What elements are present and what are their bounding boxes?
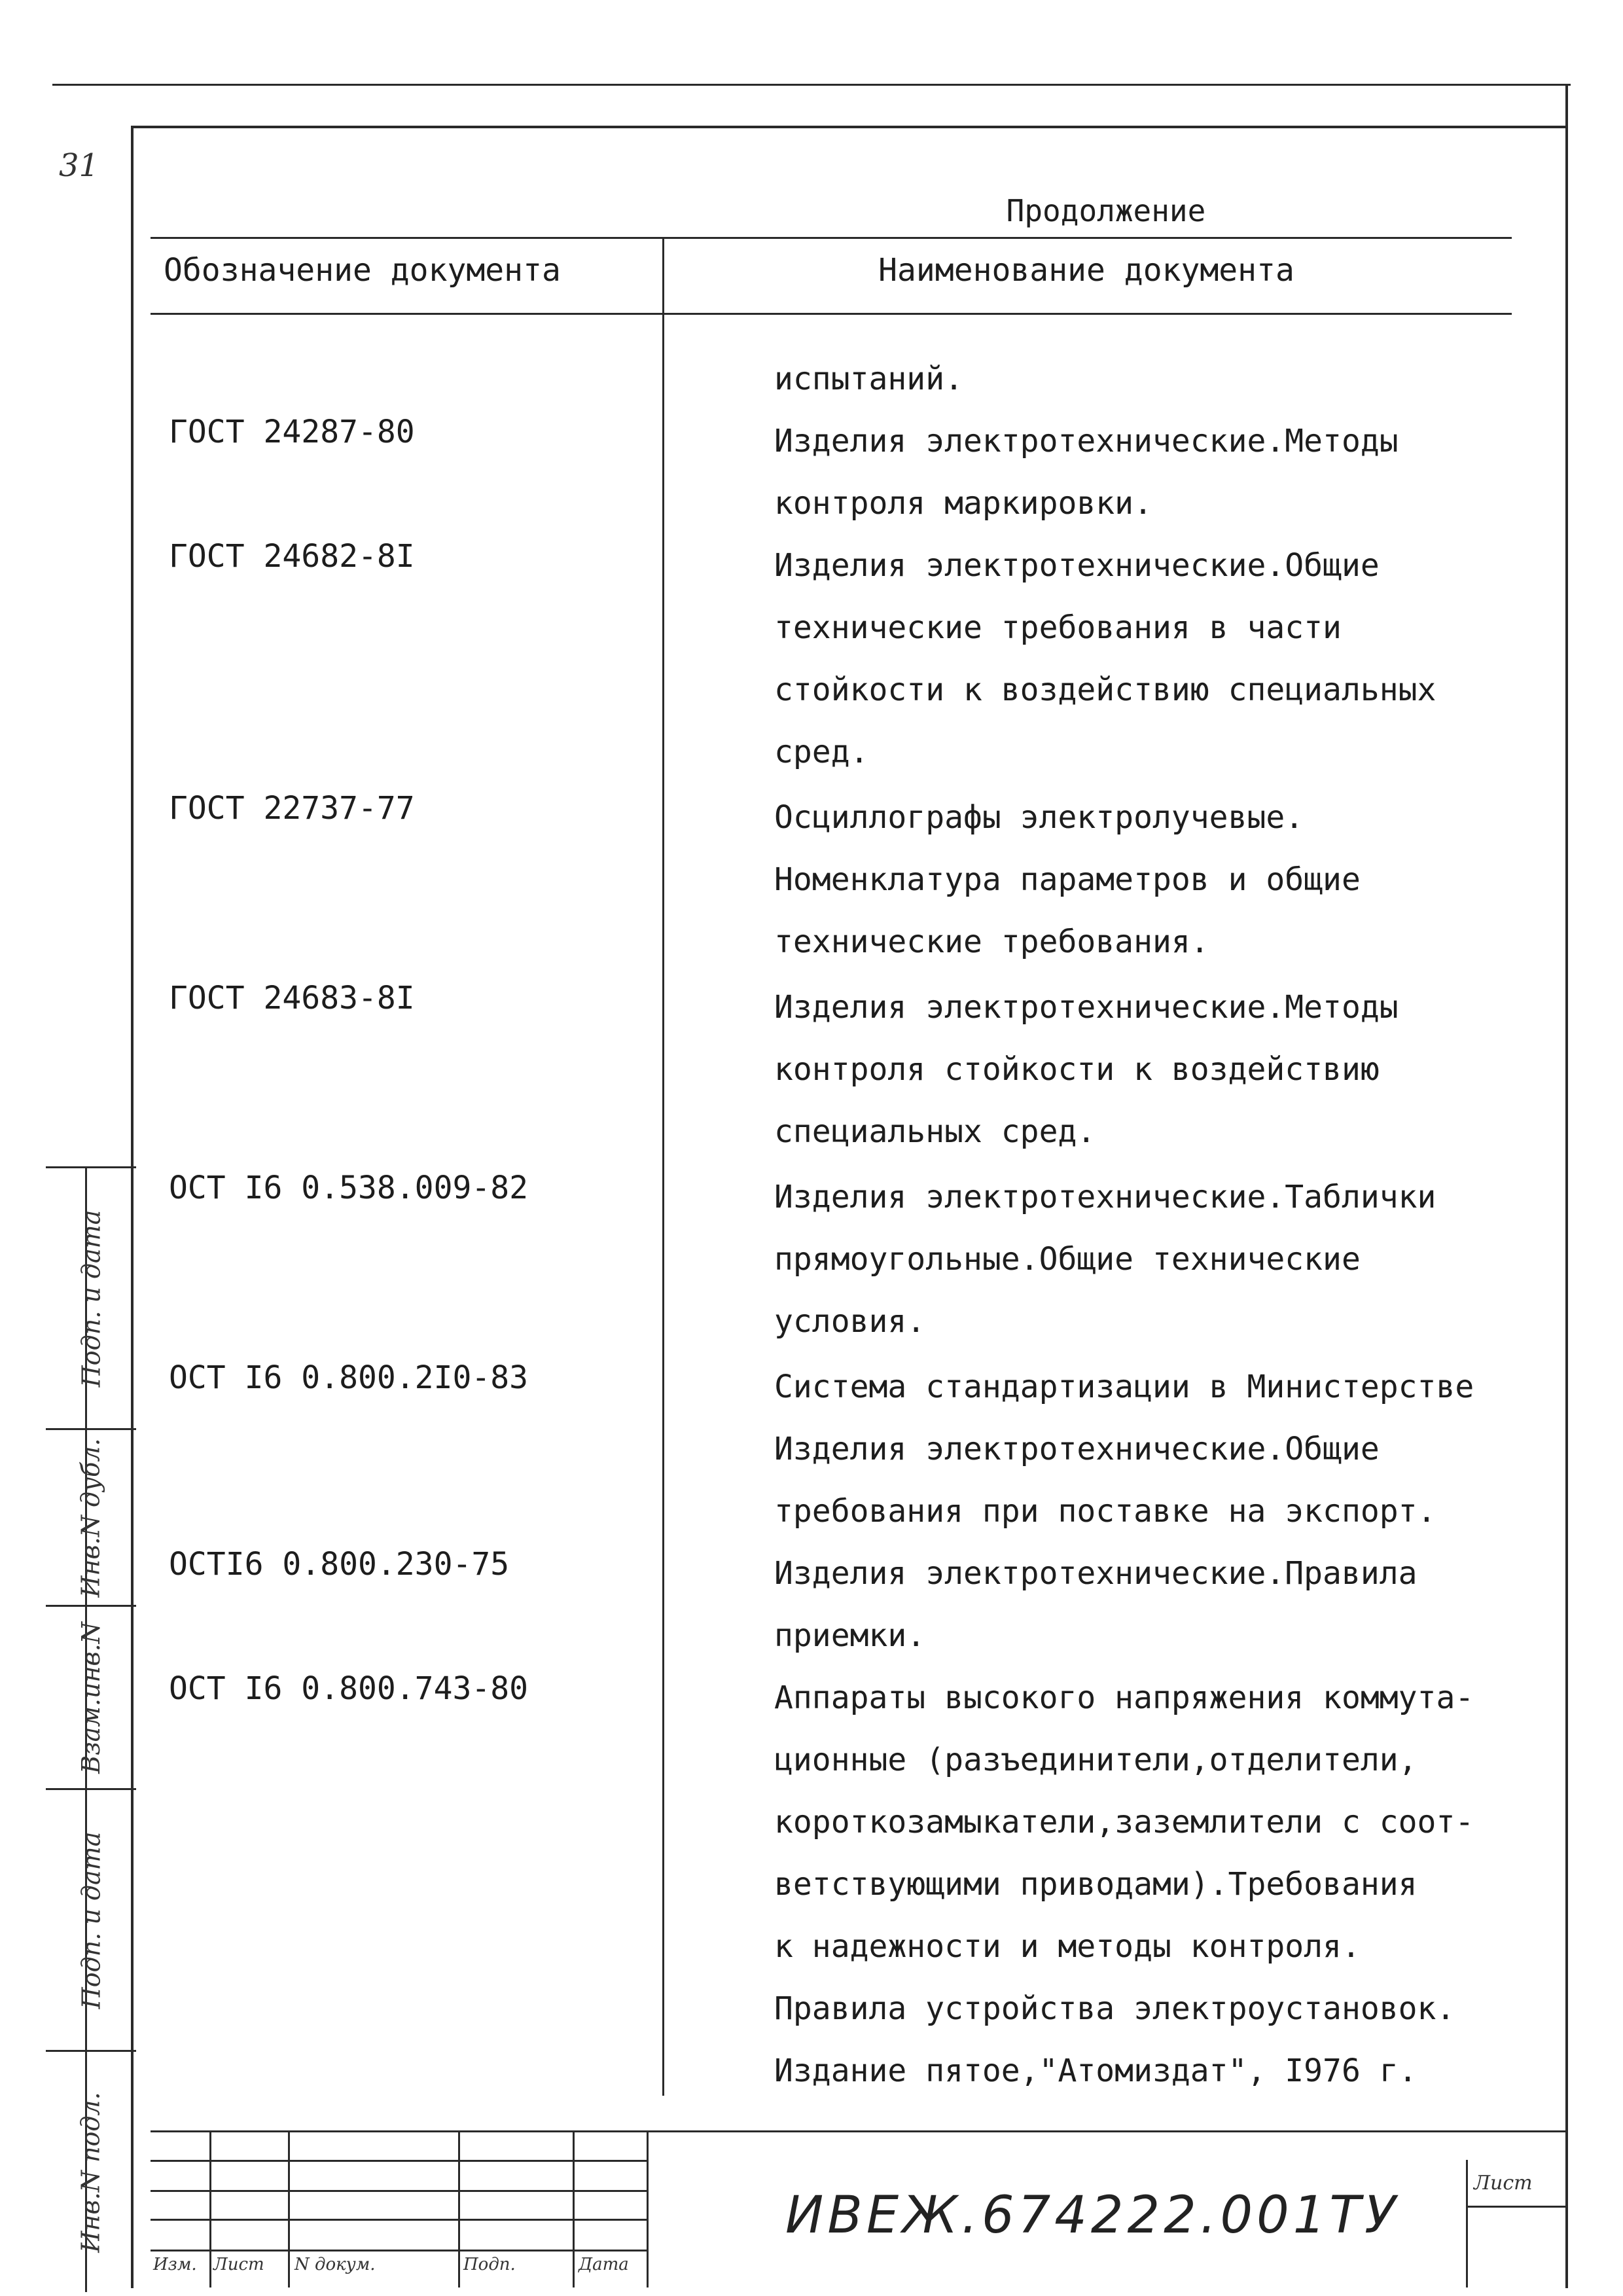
entry-line: ционные (разъединители,отделители, bbox=[774, 1742, 1418, 1778]
entry-line: контроля маркировки. bbox=[774, 485, 1152, 522]
tb-col-doc-number: N докум. bbox=[294, 2255, 376, 2274]
tb-col-sheet: Лист bbox=[213, 2255, 264, 2274]
entry-6-name bbox=[774, 1356, 1474, 1543]
entry-line: технические требования. bbox=[774, 924, 1209, 960]
entry-3-code: ГОСТ 22737-77 bbox=[169, 790, 415, 827]
tb-col-date: Дата bbox=[579, 2255, 629, 2274]
document-designation: ИВЕЖ.674222.001ТУ bbox=[785, 2186, 1400, 2245]
entry-line: Изделия электротехнические.Таблички bbox=[774, 1179, 1436, 1215]
title-block-col-rule bbox=[209, 2130, 211, 2287]
entry-1-name bbox=[774, 410, 1399, 535]
entry-line: Правила устройства электроустановок. bbox=[774, 1990, 1455, 2027]
page-number: 31 bbox=[59, 147, 99, 184]
entry-line: стойкости к воздействию специальных bbox=[774, 672, 1436, 708]
entry-line: условия. bbox=[774, 1303, 926, 1340]
top-rule bbox=[52, 84, 1571, 86]
stamp-label: Подп. и дата bbox=[77, 1210, 105, 1387]
title-block-col-rule bbox=[288, 2130, 290, 2287]
stamp-label: Инв.N подл. bbox=[77, 2091, 105, 2253]
column-divider bbox=[662, 237, 664, 2096]
entry-7-code: ОСТI6 0.800.230-75 bbox=[169, 1546, 510, 1583]
entry-line: Изделия электротехнические.Общие bbox=[774, 1431, 1380, 1467]
entry-8-name bbox=[774, 1667, 1474, 2102]
margin-stamp-dup-inv bbox=[46, 1428, 136, 1605]
entry-4-name bbox=[774, 977, 1399, 1163]
entry-line: Изделия электротехнические.Методы bbox=[774, 423, 1399, 459]
entry-line: прямоугольные.Общие технические bbox=[774, 1241, 1361, 1278]
entry-8-code: ОСТ I6 0.800.743-80 bbox=[169, 1670, 529, 1707]
entry-5-name bbox=[774, 1166, 1436, 1353]
entry-line: требования при поставке на экспорт. bbox=[774, 1493, 1436, 1530]
entry-line: ветствующими приводами).Требования bbox=[774, 1866, 1418, 1903]
entry-2-name bbox=[774, 535, 1436, 783]
header-bottom-rule bbox=[151, 313, 1512, 315]
entry-line: Изделия электротехнические.Общие bbox=[774, 547, 1380, 584]
entry-line: сред. bbox=[774, 734, 869, 770]
tb-col-change: Изм. bbox=[153, 2255, 197, 2274]
entry-4-code: ГОСТ 24683-8I bbox=[169, 980, 415, 1016]
header-name: Наименование документа bbox=[878, 252, 1294, 289]
entry-line: контроля стойкости к воздействию bbox=[774, 1051, 1380, 1088]
continuation-label: Продолжение bbox=[1006, 193, 1206, 228]
entry-line: испытаний. bbox=[774, 361, 963, 397]
header-designation: Обозначение документа bbox=[164, 252, 561, 289]
entry-2-code: ГОСТ 24682-8I bbox=[169, 538, 415, 575]
entry-line: технические требования в части bbox=[774, 609, 1342, 646]
sheet-label: Лист bbox=[1474, 2172, 1533, 2195]
sheet-box-rule bbox=[1466, 2206, 1568, 2208]
entry-3-name bbox=[774, 787, 1361, 973]
entry-1-code: ГОСТ 24287-80 bbox=[169, 414, 415, 450]
stamp-label: Подп. и дата bbox=[77, 1831, 105, 2009]
entry-line: к надежности и методы контроля. bbox=[774, 1928, 1361, 1965]
title-block-col-rule bbox=[573, 2130, 575, 2287]
header-top-rule bbox=[151, 237, 1512, 239]
entry-line: Изделия электротехнические.Правила bbox=[774, 1555, 1418, 1592]
frame-right-edge bbox=[1565, 84, 1568, 130]
entry-line: специальных сред. bbox=[774, 1113, 1096, 1150]
tb-col-signature: Подп. bbox=[463, 2255, 516, 2274]
entry-line: Изделия электротехнические.Методы bbox=[774, 989, 1399, 1026]
title-block-col-rule bbox=[647, 2130, 649, 2287]
margin-stamp-replace-inv bbox=[46, 1605, 136, 1788]
entry-line: Номенклатура параметров и общие bbox=[774, 861, 1361, 898]
entry-line: Осциллографы электролучевые. bbox=[774, 799, 1304, 836]
title-block-col-rule bbox=[458, 2130, 460, 2287]
margin-stamp-sign-date-1 bbox=[46, 1166, 136, 1428]
entry-line: Система стандартизации в Министерстве bbox=[774, 1369, 1474, 1405]
entry-line: приемки. bbox=[774, 1617, 926, 1654]
stamp-label: Инв.N дубл. bbox=[77, 1437, 106, 1598]
entry-line: Аппараты высокого напряжения коммута- bbox=[774, 1679, 1474, 1716]
entry-line: короткозамыкатели,заземлители с соот- bbox=[774, 1804, 1474, 1840]
entry-7-name bbox=[774, 1543, 1418, 1667]
margin-stamp-sign-date-2 bbox=[46, 1788, 136, 2050]
entry-5-code: ОСТ I6 0.538.009-82 bbox=[169, 1170, 529, 1206]
entry-0-name bbox=[774, 348, 963, 410]
stamp-label: Взам.инв.N bbox=[77, 1621, 105, 1774]
sheet-box-border bbox=[1466, 2160, 1468, 2287]
entry-line: Издание пятое,"Атомиздат", I976 г. bbox=[774, 2053, 1418, 2089]
title-block-top-rule bbox=[151, 2130, 1568, 2132]
entry-6-code: ОСТ I6 0.800.2I0-83 bbox=[169, 1359, 529, 1396]
margin-stamp-orig-inv bbox=[46, 2050, 136, 2292]
